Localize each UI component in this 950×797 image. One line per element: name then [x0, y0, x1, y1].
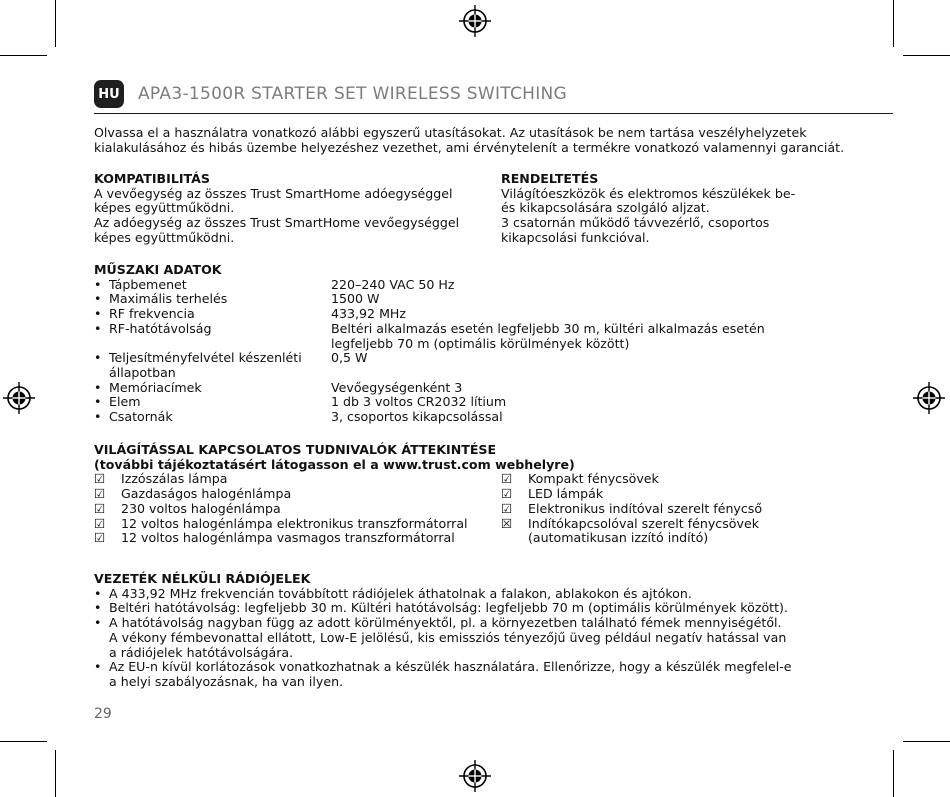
spec-label: RF-hatótávolság	[109, 320, 212, 336]
intro-paragraph	[94, 126, 894, 155]
spec-row	[94, 381, 854, 396]
wireless-section	[94, 572, 884, 690]
spec-row	[94, 322, 854, 351]
purpose-line: kikapcsolási funkcióval.	[501, 229, 650, 245]
wireless-item-line: A vékony fémbevonattal ellátott, Low-E jelölésű, kis emissziós tényezőjű üveg például negatív hatással van	[109, 629, 787, 645]
crop-mark	[0, 741, 47, 742]
intro-line: Olvassa el a használatra vonatkozó alábbi egyszerű utasításokat. Az utasítások be nem tartása veszélyhelyzetek	[94, 125, 807, 140]
crop-mark	[0, 55, 47, 56]
compatibility-section	[94, 172, 494, 246]
bullet: •	[94, 306, 102, 322]
document-title: APA3-1500R STARTER SET WIRELESS SWITCHING	[138, 84, 568, 104]
lighting-item-label: 12 voltos halogénlámpa vasmagos transzformátorral	[121, 530, 455, 546]
spec-row	[94, 395, 854, 410]
section-subheading: (további tájékoztatásért látogasson el a www.trust.com webhelyre)	[94, 456, 575, 472]
specs-section	[94, 263, 854, 425]
page-header	[94, 80, 567, 108]
section-heading: VILÁGÍTÁSSAL KAPCSOLATOS TUDNIVALÓK ÁTTEKINTÉSE	[94, 442, 497, 457]
registration-mark-icon	[458, 759, 492, 793]
lighting-item	[94, 531, 501, 546]
spec-label: Memóriacímek	[109, 379, 202, 395]
spec-label: állapotban	[109, 364, 176, 380]
lighting-list-right	[501, 472, 762, 546]
spec-value: legfeljebb 70 m (optimális körülmények között)	[331, 335, 630, 351]
checked-box-icon: ☑	[501, 486, 513, 502]
bullet: •	[94, 600, 102, 616]
intro-line: kialakulásához és hibás üzembe helyezéshez vezethet, ami érvénytelenít a termékre vonatkozó valamennyi garanciát.	[94, 139, 845, 155]
lighting-item-label: LED lámpák	[528, 486, 604, 502]
spec-label: Tápbemenet	[109, 276, 187, 292]
wireless-item-line: a helyi szabályozásnak, ha van ilyen.	[109, 673, 344, 689]
lighting-item	[501, 487, 762, 502]
spec-label: Teljesítményfelvétel készenléti	[109, 350, 302, 366]
lighting-item-label: 12 voltos halogénlámpa elektronikus transzformátorral	[121, 515, 468, 531]
compatibility-line: Az adóegység az összes Trust SmartHome vevőegységgel	[94, 215, 460, 231]
spec-value: 3, csoportos kikapcsolással	[331, 409, 503, 425]
bullet: •	[94, 350, 102, 366]
lighting-item-label: 230 voltos halogénlámpa	[121, 500, 281, 516]
lighting-item	[94, 472, 501, 487]
wireless-item	[94, 660, 884, 689]
bullet: •	[94, 659, 102, 675]
lighting-item-label: (automatikusan izzító indító)	[528, 530, 709, 546]
bullet: •	[94, 379, 102, 395]
spec-value: 1 db 3 voltos CR2032 lítium	[331, 394, 507, 410]
spec-value: Vevőegységenként 3	[331, 379, 463, 395]
language-badge: HU	[94, 80, 124, 108]
spec-row	[94, 410, 854, 425]
crop-mark	[55, 0, 56, 47]
spec-value: 220–240 VAC 50 Hz	[331, 276, 455, 292]
lighting-section	[94, 443, 854, 546]
lighting-item	[501, 472, 762, 487]
spec-value: Beltéri alkalmazás esetén legfeljebb 30 m, kültéri alkalmazás esetén	[331, 320, 765, 336]
checked-box-icon: ☑	[94, 515, 106, 531]
crop-mark	[893, 750, 894, 797]
spec-label: RF frekvencia	[109, 306, 195, 322]
checked-box-icon: ☑	[94, 471, 106, 487]
purpose-section	[501, 172, 891, 246]
checked-box-icon: ☑	[94, 530, 106, 546]
wireless-item-line: A hatótávolság nagyban függ az adott körülményektől, pl. a környezetben található fémek mennyiségétől.	[109, 615, 782, 631]
registration-mark-icon	[912, 381, 946, 415]
lighting-item	[501, 517, 762, 546]
wireless-item-line: Beltéri hatótávolság: legfeljebb 30 m. Kültéri hatótávolság: legfeljebb 70 m (optimális körülmények között).	[109, 600, 788, 616]
compatibility-line: A vevőegység az összes Trust SmartHome adóegységgel	[94, 185, 453, 201]
purpose-line: 3 csatornán működő távvezérlő, csoportos	[501, 215, 770, 231]
lighting-item-label: Izzószálas lámpa	[121, 471, 228, 487]
checked-box-icon: ☑	[501, 471, 513, 487]
spec-label: Csatornák	[109, 409, 173, 425]
lighting-item-label: Gazdaságos halogénlámpa	[121, 486, 292, 502]
spec-label: Elem	[109, 394, 141, 410]
bullet: •	[94, 585, 102, 601]
bullet: •	[94, 409, 102, 425]
lighting-item	[94, 487, 501, 502]
header-divider	[94, 113, 893, 114]
registration-mark-icon	[2, 381, 36, 415]
bullet: •	[94, 394, 102, 410]
section-heading: MŰSZAKI ADATOK	[94, 262, 222, 277]
checked-box-icon: ☑	[94, 486, 106, 502]
page-number: 29	[94, 706, 112, 722]
spec-label: Maximális terhelés	[109, 291, 228, 307]
spec-value: 0,5 W	[331, 350, 368, 366]
lighting-list-left	[94, 472, 501, 546]
registration-mark-icon	[458, 4, 492, 38]
bullet: •	[94, 320, 102, 336]
lighting-item-label: Kompakt fénycsövek	[528, 471, 659, 487]
wireless-item	[94, 587, 884, 602]
spec-row	[94, 307, 854, 322]
spec-value: 1500 W	[331, 291, 380, 307]
wireless-item-line: a rádiójelek hatótávolságára.	[109, 644, 294, 660]
bullet: •	[94, 276, 102, 292]
section-heading: KOMPATIBILITÁS	[94, 171, 210, 186]
bullet: •	[94, 291, 102, 307]
spec-row	[94, 351, 854, 380]
purpose-line: Világítóeszközök és elektromos készülékek be-	[501, 185, 796, 201]
purpose-line: és kikapcsolására szolgáló aljzat.	[501, 200, 710, 216]
lighting-item	[94, 517, 501, 532]
checked-box-icon: ☑	[501, 500, 513, 516]
lighting-item-label: Elektronikus indítóval szerelt fénycső	[528, 500, 763, 516]
wireless-item-line: Az EU-n kívül korlátozások vonatkozhatnak a készülék használatára. Ellenőrizze, hogy a készülék megfelel-e	[109, 659, 792, 675]
wireless-item	[94, 616, 884, 660]
spec-value: 433,92 MHz	[331, 306, 407, 322]
crop-mark	[903, 741, 950, 742]
checked-box-icon: ☑	[94, 500, 106, 516]
section-heading: VEZETÉK NÉLKÜLI RÁDIÓJELEK	[94, 571, 311, 586]
crossed-box-icon: ☒	[501, 515, 513, 531]
section-heading: RENDELTETÉS	[501, 171, 599, 186]
crop-mark	[903, 55, 950, 56]
bullet: •	[94, 615, 102, 631]
crop-mark	[893, 0, 894, 47]
wireless-item	[94, 601, 884, 616]
lighting-item	[501, 502, 762, 517]
compatibility-line: képes együttműködni.	[94, 229, 235, 245]
compatibility-line: képes együttműködni.	[94, 200, 235, 216]
lighting-item-label: Indítókapcsolóval szerelt fénycsövek	[528, 515, 759, 531]
crop-mark	[55, 750, 56, 797]
spec-row	[94, 278, 854, 293]
lighting-item	[94, 502, 501, 517]
wireless-item-line: A 433,92 MHz frekvencián továbbított rádiójelek áthatolnak a falakon, ablakokon és ajtókon.	[109, 585, 692, 601]
spec-row	[94, 292, 854, 307]
